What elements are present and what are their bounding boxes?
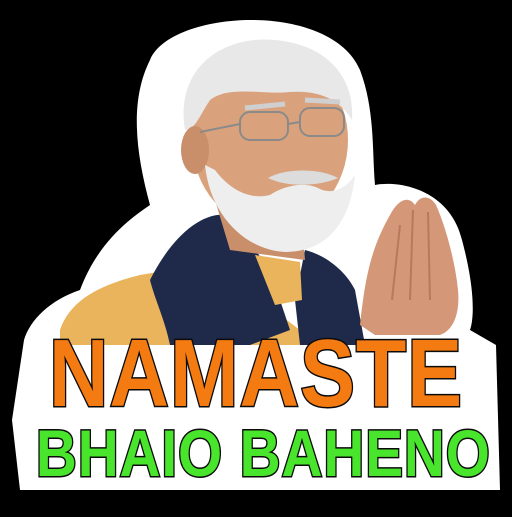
greeting-line-2: BHAIO BAHENO	[35, 416, 491, 490]
greeting-line-1: NAMASTE	[48, 320, 464, 427]
ear	[181, 126, 209, 174]
